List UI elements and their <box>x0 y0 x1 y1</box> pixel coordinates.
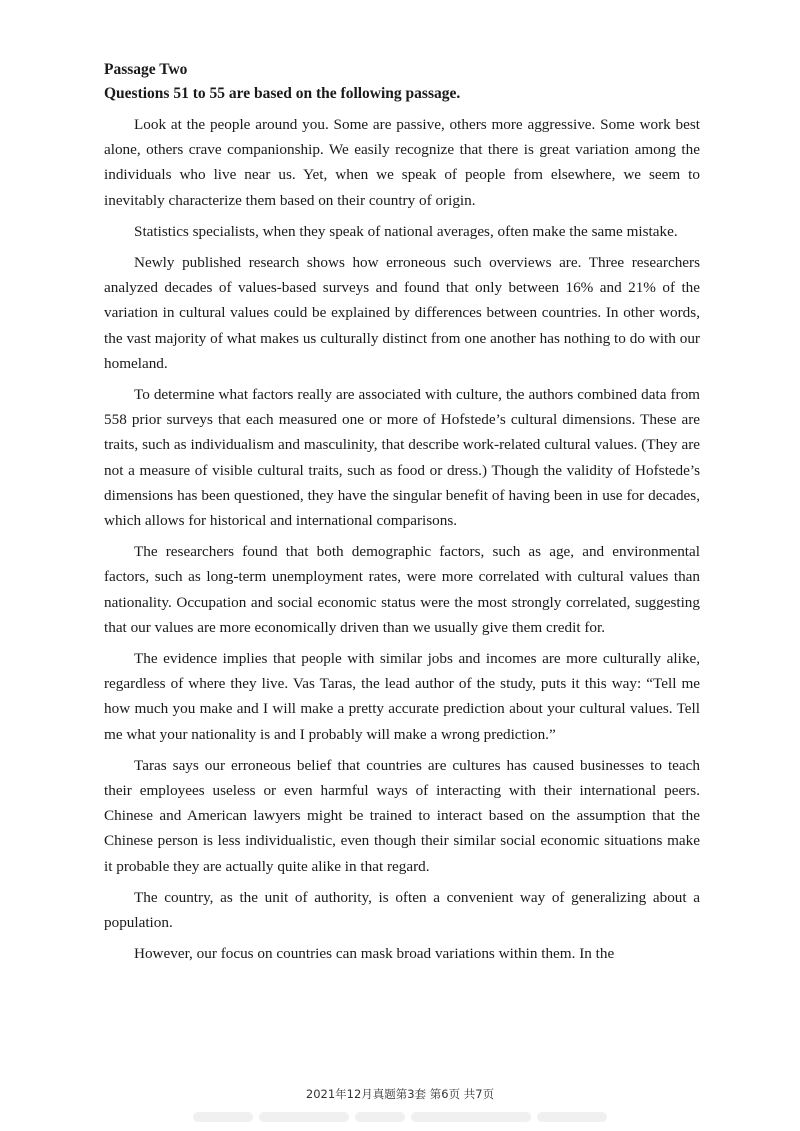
passage-body <box>104 112 700 967</box>
paragraph: Taras says our erroneous belief that countries are cultures has caused businesses to teach their employees useless or even harmful ways of interacting with their international peers. Chinese and American lawyers might be trained to interact based on the assumption that the Chinese person is less individualistic, even though their similar social economic situations make it probable they are actually quite alike in that regard. <box>104 756 700 875</box>
paragraph: Newly published research shows how erroneous such overviews are. Three researchers analyzed decades of values-based surveys and found that only between 16% and 21% of the variation in cultural values could be explained by differences between countries. In other words, the vast majority of what makes us culturally distinct from one another has nothing to do with our homeland. <box>104 254 700 372</box>
paragraph: However, our focus on countries can mask broad variations within them. In the <box>134 945 615 963</box>
paragraph: The researchers found that both demographic factors, such as age, and environmental factors, such as long-term unemployment rates, were more correlated with cultural values than nationality. Occupation and social economic status were the most strongly correlated, suggesting that our values are more economically driven than we usually give them credit for. <box>104 543 700 636</box>
paragraph: Statistics specialists, when they speak of national averages, often make the same mistake. <box>134 222 678 240</box>
paragraph: Look at the people around you. Some are passive, others more aggressive. Some work best alone, others crave companionship. We easily recognize that there is great variation among the individuals who live near us. Yet, when we speak of people from elsewhere, we seem to inevitably characterize them based on their country of origin. <box>104 116 700 209</box>
passage-instruction: Questions 51 to 55 are based on the following passage. <box>104 85 461 102</box>
page-footer: 2021年12月真题第3套 第6页 共7页 <box>305 1087 495 1101</box>
document-page <box>104 58 700 973</box>
paragraph: To determine what factors really are associated with culture, the authors combined data from 558 prior surveys that each measured one or more of Hofstede’s cultural dimensions. These are traits, such as individualism and masculinity, that describe work-related cultural values. (They are not a measure of visible cultural traits, such as food or dress.) Though the validity of Hofstede’s dimensions has been questioned, they have the singular benefit of having been in use for decades, which allows for historical and international comparisons. <box>104 386 700 530</box>
faint-watermark <box>0 1112 800 1126</box>
passage-title: Passage Two <box>104 61 188 78</box>
paragraph: The evidence implies that people with similar jobs and incomes are more culturally alike, regardless of where they live. Vas Taras, the lead author of the study, puts it this way: “Tell me how much you make and I will make a pretty accurate prediction about your cultural values. Tell me what your nationality is and I probably will make a wrong prediction.” <box>104 650 700 743</box>
paragraph: The country, as the unit of authority, is often a convenient way of generalizing about a population. <box>104 888 700 932</box>
